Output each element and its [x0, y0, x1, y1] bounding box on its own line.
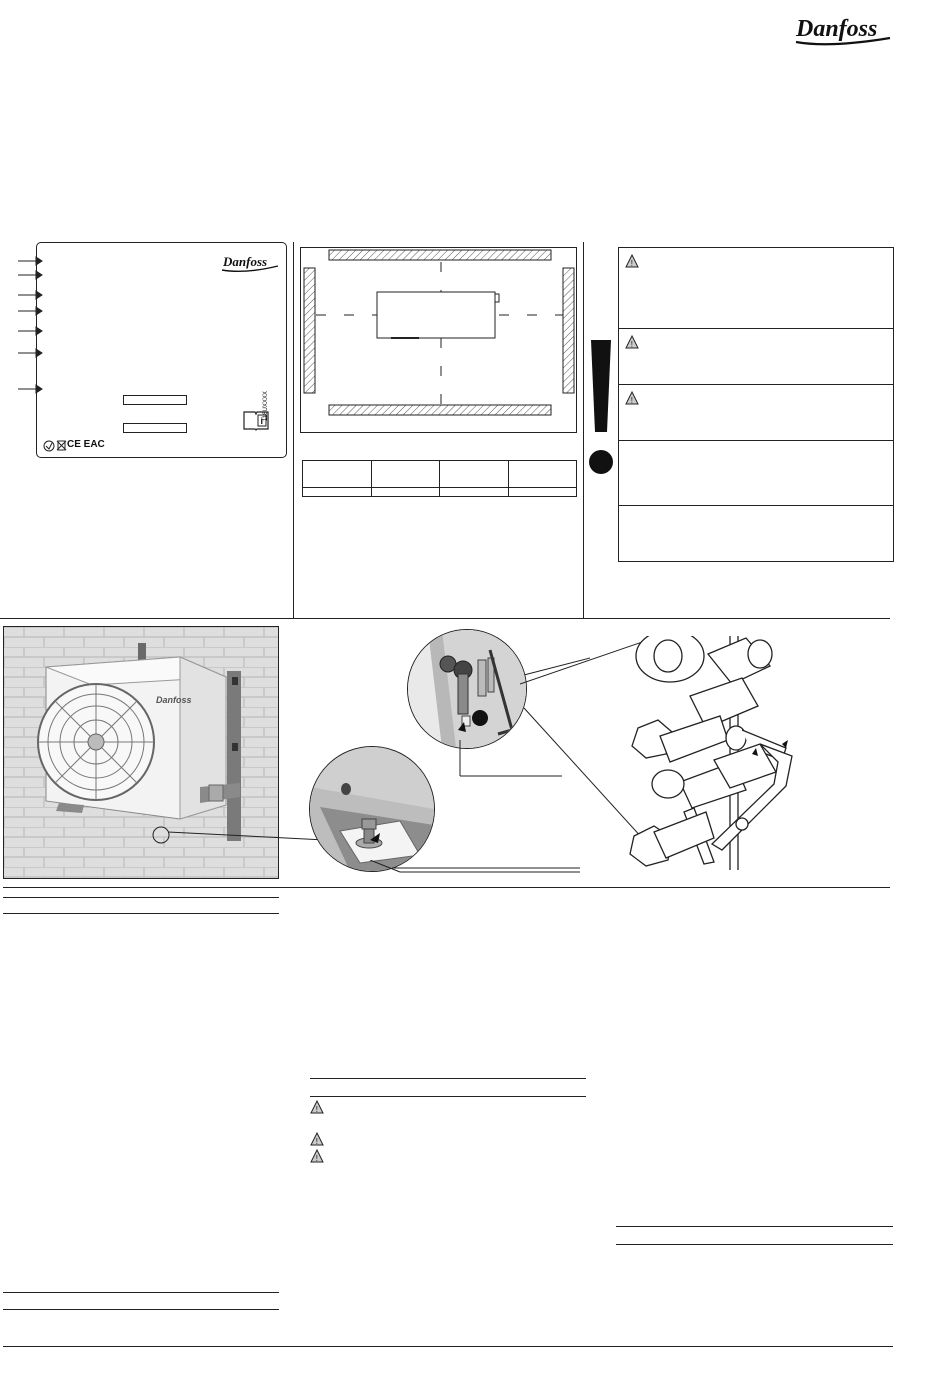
mid-col-rule-1 [310, 1078, 586, 1079]
safety-box-3 [619, 384, 893, 441]
bolt-detail-illustration [309, 746, 435, 872]
left-col-rule-2 [3, 913, 279, 914]
right-col-rule-2 [616, 1244, 893, 1245]
svg-text:!: ! [630, 340, 634, 349]
clearance-table [302, 460, 577, 497]
safety-box-4 [619, 440, 893, 505]
svg-text:Danfoss: Danfoss [796, 16, 878, 42]
divider-illustrations-bottom [3, 887, 890, 888]
svg-text:!: ! [315, 1137, 319, 1146]
svg-text:!: ! [630, 259, 634, 268]
mid-col-rule-2 [310, 1096, 586, 1097]
right-col-rule-1 [616, 1226, 893, 1227]
nameplate-field-1 [123, 395, 187, 405]
exclamation-icon [588, 340, 614, 476]
column-divider-2 [583, 242, 584, 618]
left-col-rule-1 [3, 897, 279, 898]
bolt-leader [370, 860, 580, 880]
page-footer-rule [3, 1346, 893, 1347]
svg-text:!: ! [315, 1105, 319, 1114]
danfoss-logo [790, 8, 894, 48]
serial-code: 118UXXXX [263, 391, 269, 421]
nameplate-logo [220, 251, 280, 278]
safety-box-5 [619, 505, 893, 562]
brand-logo [790, 8, 894, 48]
clearance-diagram [300, 247, 577, 433]
left-col-rule-4 [3, 1309, 279, 1310]
svg-text:!: ! [315, 1154, 319, 1163]
nameplate-label [36, 242, 287, 458]
column-divider-1 [293, 242, 294, 618]
svg-text:!: ! [630, 396, 634, 405]
mid-col-warnings [310, 1100, 330, 1164]
left-col-rule-3 [3, 1292, 279, 1293]
hex-key-valve-drawing [610, 636, 810, 870]
ce-eac-mark: CE EAC [67, 439, 105, 450]
warning-triangle-icon [625, 254, 639, 268]
nameplate-field-2 [123, 423, 187, 433]
safety-box-1 [619, 248, 893, 330]
valve-detail-illustration [407, 629, 527, 749]
warning-triangle-icon [310, 1149, 324, 1163]
safety-box-2 [619, 328, 893, 385]
section-divider-top [0, 618, 890, 619]
warning-triangle-icon [625, 335, 639, 349]
warning-triangle-icon [625, 391, 639, 405]
svg-text:Danfoss: Danfoss [223, 254, 268, 269]
svg-text:Danfoss: Danfoss [156, 695, 192, 705]
warning-triangle-icon [310, 1132, 324, 1146]
warning-triangle-icon [310, 1100, 324, 1114]
svg-text:i: i [260, 416, 264, 426]
